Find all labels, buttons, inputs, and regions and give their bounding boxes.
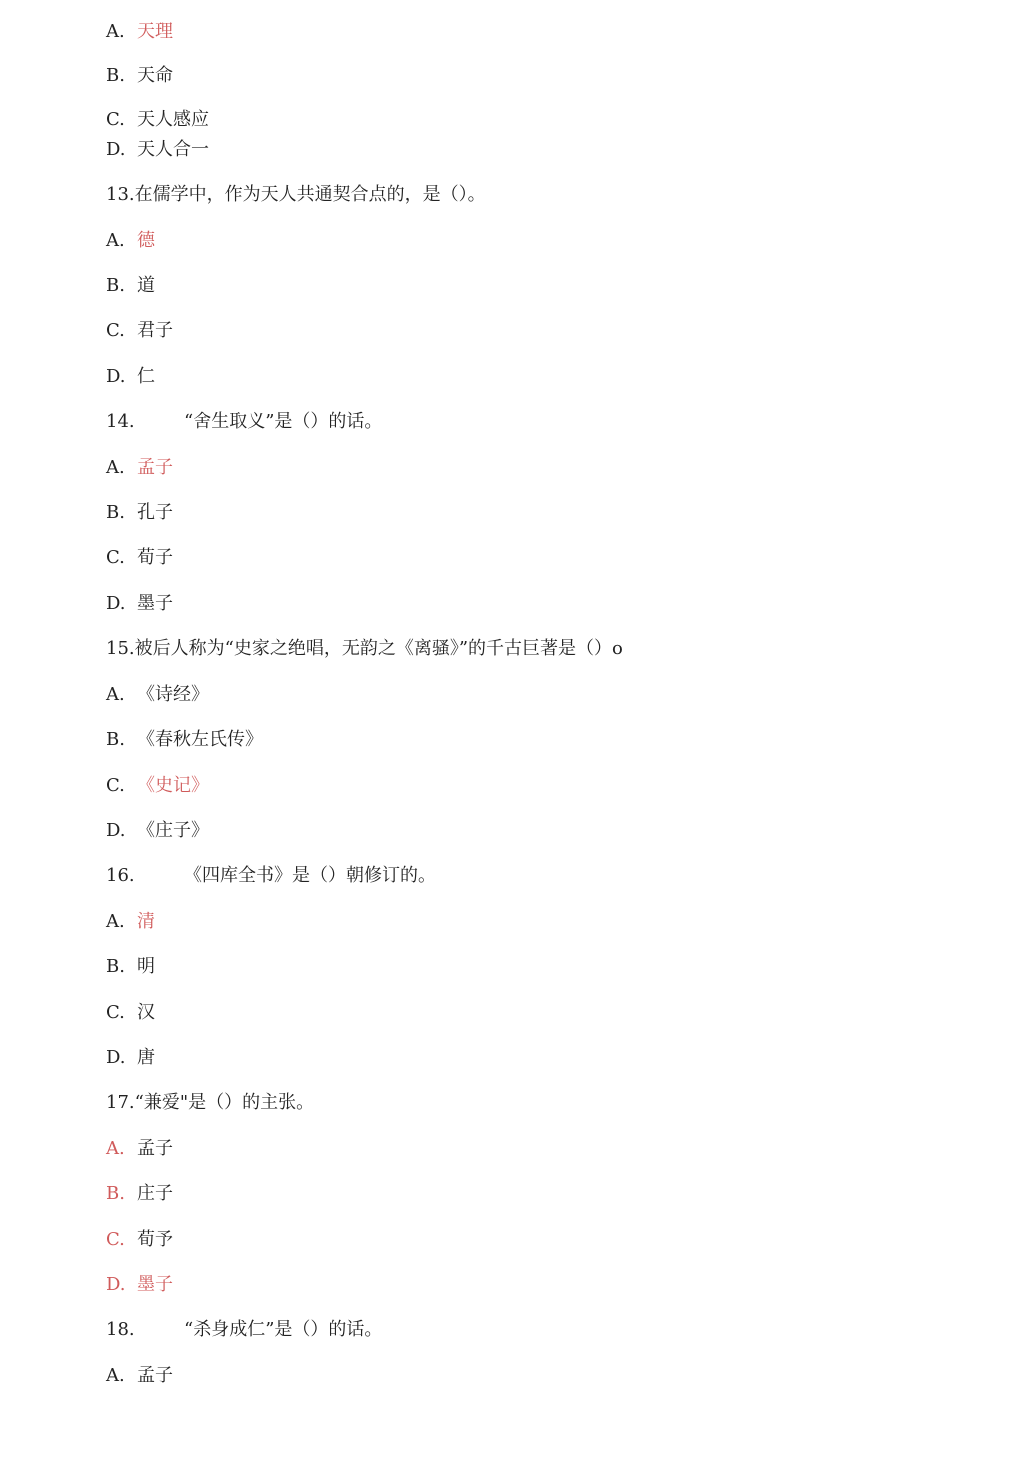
option-line bbox=[106, 592, 173, 616]
option-label: A. bbox=[106, 1365, 125, 1386]
option-line bbox=[106, 229, 155, 253]
option-text: 清 bbox=[137, 911, 155, 932]
option-text: 天理 bbox=[137, 21, 173, 42]
option-text: 墨子 bbox=[137, 593, 173, 614]
option-line bbox=[106, 683, 209, 707]
option-line bbox=[106, 274, 155, 298]
option-label: D. bbox=[106, 139, 126, 160]
question-text: “杀身成仁”是（）的话。 bbox=[184, 1319, 383, 1340]
option-text: 庄子 bbox=[137, 1183, 173, 1204]
option-text: 荀子 bbox=[137, 547, 173, 568]
option-label: B. bbox=[106, 502, 125, 523]
option-text: 天人合一 bbox=[137, 139, 209, 160]
option-line bbox=[106, 546, 173, 570]
option-line bbox=[106, 319, 173, 343]
option-text: 仁 bbox=[137, 366, 155, 387]
option-label: C. bbox=[106, 109, 125, 130]
option-label: B. bbox=[106, 956, 125, 977]
option-label: A. bbox=[106, 457, 125, 478]
option-label: D. bbox=[106, 820, 126, 841]
option-text: 道 bbox=[137, 275, 155, 296]
question-number: 18. bbox=[106, 1319, 135, 1340]
option-line bbox=[106, 1001, 155, 1025]
option-line bbox=[106, 1228, 173, 1252]
option-line bbox=[106, 1046, 155, 1070]
option-label: A. bbox=[106, 911, 125, 932]
option-text: 孔子 bbox=[137, 502, 173, 523]
option-label: C. bbox=[106, 320, 125, 341]
option-text: 唐 bbox=[137, 1047, 155, 1068]
option-label: C. bbox=[106, 547, 125, 568]
option-label: A. bbox=[106, 230, 125, 251]
option-label: D. bbox=[106, 1274, 126, 1295]
option-label: A. bbox=[106, 1138, 125, 1159]
option-text: 孟子 bbox=[137, 1138, 173, 1159]
option-line bbox=[106, 1273, 173, 1297]
question-line bbox=[106, 1318, 382, 1342]
option-text: 荀予 bbox=[137, 1229, 173, 1250]
option-line bbox=[106, 501, 173, 525]
option-label: B. bbox=[106, 729, 125, 750]
question-text: 在儒学中，作为天人共通契合点的，是（）。 bbox=[134, 184, 486, 205]
option-label: A. bbox=[106, 21, 125, 42]
question-number: 13. bbox=[106, 184, 135, 205]
option-text: 汉 bbox=[137, 1002, 155, 1023]
option-text: 君子 bbox=[137, 320, 173, 341]
option-label: C. bbox=[106, 1229, 125, 1250]
question-number: 17. bbox=[106, 1092, 135, 1113]
option-text: 《庄子》 bbox=[137, 820, 209, 841]
question-number: 16. bbox=[106, 865, 135, 886]
option-text: 明 bbox=[137, 956, 155, 977]
option-text: 德 bbox=[137, 230, 155, 251]
question-line bbox=[106, 1091, 314, 1115]
option-text: 天人感应 bbox=[137, 109, 209, 130]
option-label: B. bbox=[106, 65, 125, 86]
option-line bbox=[106, 955, 155, 979]
option-text: 孟子 bbox=[137, 457, 173, 478]
option-line bbox=[106, 774, 209, 798]
option-line bbox=[106, 138, 209, 162]
question-text: “兼爱"是（）的主张。 bbox=[134, 1092, 315, 1113]
option-text: 《史记》 bbox=[137, 775, 209, 796]
option-line bbox=[106, 910, 155, 934]
option-line bbox=[106, 64, 173, 88]
option-text: 墨子 bbox=[137, 1274, 173, 1295]
option-label: A. bbox=[106, 684, 125, 705]
option-label: D. bbox=[106, 366, 126, 387]
option-label: C. bbox=[106, 775, 125, 796]
option-label: D. bbox=[106, 1047, 126, 1068]
question-line bbox=[106, 637, 623, 661]
option-line bbox=[106, 728, 263, 752]
option-label: B. bbox=[106, 1183, 125, 1204]
question-number: 15. bbox=[106, 638, 135, 659]
option-text: 天命 bbox=[137, 65, 173, 86]
option-line bbox=[106, 1364, 173, 1388]
option-text: 《诗经》 bbox=[137, 684, 209, 705]
question-line bbox=[106, 864, 436, 888]
option-label: D. bbox=[106, 593, 126, 614]
option-line bbox=[106, 365, 155, 389]
question-line bbox=[106, 183, 486, 207]
question-line bbox=[106, 410, 382, 434]
question-text: 《四库全书》是（）朝修订的。 bbox=[184, 865, 436, 886]
option-label: C. bbox=[106, 1002, 125, 1023]
option-line bbox=[106, 1137, 173, 1161]
question-text: “舍生取义”是（）的话。 bbox=[184, 411, 383, 432]
option-text: 《春秋左氏传》 bbox=[137, 729, 263, 750]
option-line bbox=[106, 456, 173, 480]
option-line bbox=[106, 20, 173, 44]
question-text: 被后人称为“史家之绝唱，无韵之《离骚》”的千古巨著是（）o bbox=[134, 638, 623, 659]
option-label: B. bbox=[106, 275, 125, 296]
option-line bbox=[106, 819, 209, 843]
option-line bbox=[106, 108, 209, 132]
option-text: 孟子 bbox=[137, 1365, 173, 1386]
option-line bbox=[106, 1182, 173, 1206]
question-number: 14. bbox=[106, 411, 135, 432]
